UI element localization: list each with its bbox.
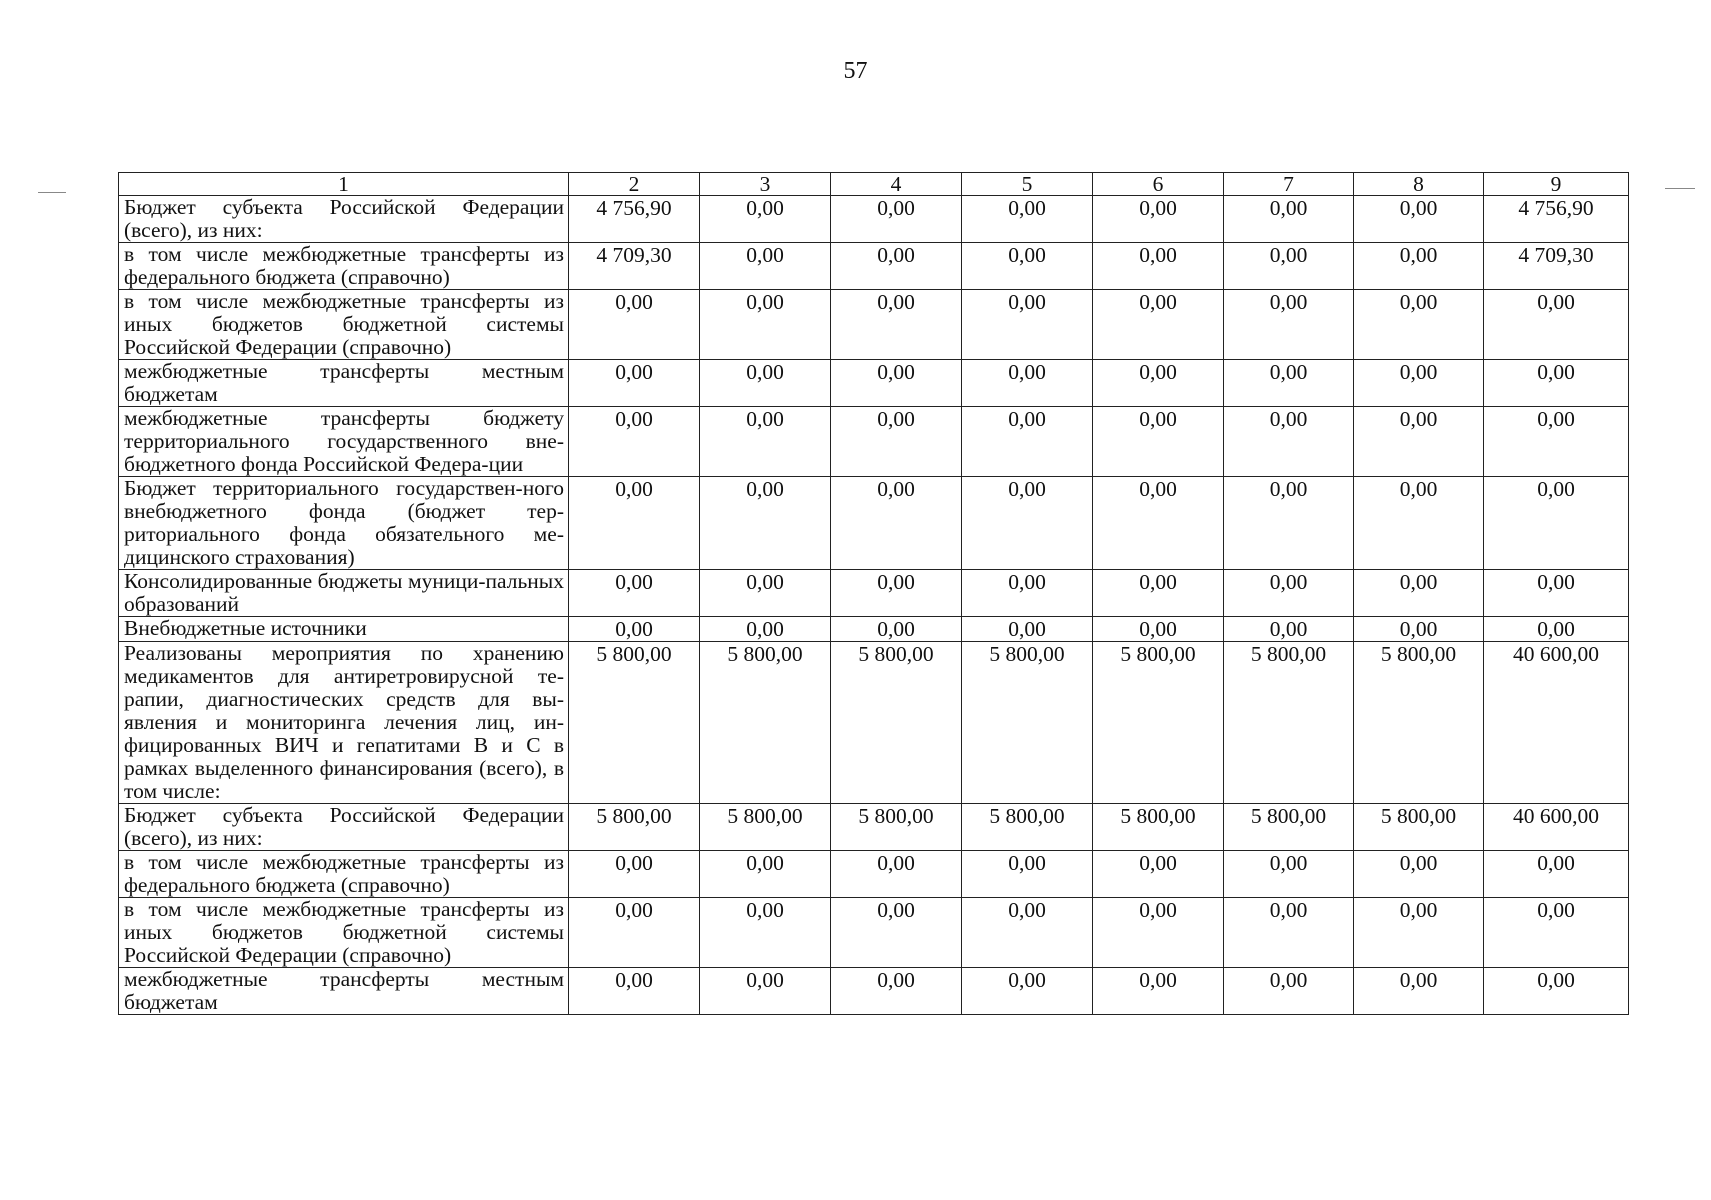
left-edge-mark (38, 192, 66, 193)
value-cell: 0,00 (831, 477, 962, 570)
row-label: Консолидированные бюджеты муници-пальных образований (119, 570, 569, 617)
table-row (119, 407, 1629, 477)
value-cell: 0,00 (831, 968, 962, 1015)
value-cell: 0,00 (962, 196, 1093, 243)
row-label: в том числе межбюджетные трансферты из иных бюджетов бюджетной системы Российской Федерации (справочно) (119, 290, 569, 360)
table-row (119, 642, 1629, 804)
value-cell: 0,00 (1484, 898, 1629, 968)
value-cell: 40 600,00 (1484, 642, 1629, 804)
table-row (119, 570, 1629, 617)
value-cell: 0,00 (569, 407, 700, 477)
value-cell: 5 800,00 (700, 804, 831, 851)
value-cell: 0,00 (831, 617, 962, 642)
value-cell: 0,00 (700, 407, 831, 477)
value-cell: 0,00 (1224, 360, 1354, 407)
value-cell: 5 800,00 (962, 642, 1093, 804)
column-header: 3 (700, 173, 831, 196)
value-cell: 0,00 (831, 290, 962, 360)
value-cell: 0,00 (962, 617, 1093, 642)
value-cell: 5 800,00 (569, 804, 700, 851)
value-cell: 0,00 (1484, 570, 1629, 617)
table-row (119, 477, 1629, 570)
value-cell: 0,00 (1093, 477, 1224, 570)
value-cell: 0,00 (1354, 407, 1484, 477)
value-cell: 0,00 (1484, 477, 1629, 570)
column-number-header-row (119, 173, 1629, 196)
value-cell: 0,00 (700, 196, 831, 243)
value-cell: 0,00 (831, 407, 962, 477)
value-cell: 0,00 (700, 968, 831, 1015)
value-cell: 0,00 (831, 851, 962, 898)
value-cell: 5 800,00 (1093, 804, 1224, 851)
value-cell: 0,00 (1093, 243, 1224, 290)
value-cell: 0,00 (1354, 360, 1484, 407)
column-header: 8 (1354, 173, 1484, 196)
value-cell: 0,00 (569, 570, 700, 617)
value-cell: 5 800,00 (1354, 642, 1484, 804)
value-cell: 0,00 (1354, 968, 1484, 1015)
row-label: в том числе межбюджетные трансферты из федерального бюджета (справочно) (119, 851, 569, 898)
row-label: межбюджетные трансферты местным бюджетам (119, 360, 569, 407)
row-label: межбюджетные трансферты бюджету территориального государственного вне-бюджетного фонда Российской Федера-ции (119, 407, 569, 477)
row-label: Бюджет субъекта Российской Федерации (всего), из них: (119, 196, 569, 243)
value-cell: 0,00 (700, 477, 831, 570)
value-cell: 0,00 (569, 290, 700, 360)
value-cell: 0,00 (962, 360, 1093, 407)
value-cell: 0,00 (569, 851, 700, 898)
value-cell: 0,00 (831, 570, 962, 617)
row-label: Бюджет субъекта Российской Федерации (всего), из них: (119, 804, 569, 851)
value-cell: 0,00 (1354, 290, 1484, 360)
value-cell: 0,00 (831, 360, 962, 407)
right-edge-mark (1665, 188, 1695, 189)
value-cell: 0,00 (1224, 290, 1354, 360)
value-cell: 0,00 (1224, 196, 1354, 243)
table-row (119, 196, 1629, 243)
value-cell: 0,00 (700, 851, 831, 898)
table-row (119, 968, 1629, 1015)
value-cell: 0,00 (569, 617, 700, 642)
value-cell: 0,00 (1354, 898, 1484, 968)
table-row (119, 851, 1629, 898)
row-label: в том числе межбюджетные трансферты из иных бюджетов бюджетной системы Российской Федерации (справочно) (119, 898, 569, 968)
row-label: в том числе межбюджетные трансферты из федерального бюджета (справочно) (119, 243, 569, 290)
value-cell: 0,00 (1224, 968, 1354, 1015)
value-cell: 0,00 (1484, 851, 1629, 898)
column-header: 2 (569, 173, 700, 196)
value-cell: 0,00 (1354, 196, 1484, 243)
value-cell: 0,00 (1484, 360, 1629, 407)
value-cell: 5 800,00 (1093, 642, 1224, 804)
column-header: 7 (1224, 173, 1354, 196)
row-label: Бюджет территориального государствен-ного внебюджетного фонда (бюджет тер-риториального фонда обязательного ме-дицинского страхования) (119, 477, 569, 570)
table-row (119, 617, 1629, 642)
value-cell: 0,00 (1354, 617, 1484, 642)
value-cell: 0,00 (831, 243, 962, 290)
value-cell: 0,00 (1484, 290, 1629, 360)
value-cell: 0,00 (1093, 290, 1224, 360)
value-cell: 5 800,00 (1224, 804, 1354, 851)
value-cell: 0,00 (962, 243, 1093, 290)
value-cell: 0,00 (1093, 407, 1224, 477)
value-cell: 0,00 (700, 617, 831, 642)
row-label: межбюджетные трансферты местным бюджетам (119, 968, 569, 1015)
value-cell: 0,00 (1224, 617, 1354, 642)
value-cell: 0,00 (1484, 407, 1629, 477)
value-cell: 0,00 (962, 407, 1093, 477)
column-header: 1 (119, 173, 569, 196)
value-cell: 0,00 (700, 360, 831, 407)
value-cell: 0,00 (831, 196, 962, 243)
value-cell: 0,00 (1093, 360, 1224, 407)
value-cell: 0,00 (1093, 968, 1224, 1015)
table-row (119, 360, 1629, 407)
value-cell: 0,00 (1093, 898, 1224, 968)
table-row (119, 804, 1629, 851)
column-header: 6 (1093, 173, 1224, 196)
value-cell: 0,00 (700, 290, 831, 360)
value-cell: 5 800,00 (831, 804, 962, 851)
value-cell: 0,00 (1224, 898, 1354, 968)
value-cell: 5 800,00 (700, 642, 831, 804)
value-cell: 5 800,00 (569, 642, 700, 804)
value-cell: 0,00 (1224, 851, 1354, 898)
value-cell: 0,00 (700, 898, 831, 968)
column-header: 5 (962, 173, 1093, 196)
value-cell: 0,00 (1224, 407, 1354, 477)
table-row (119, 290, 1629, 360)
row-label: Внебюджетные источники (119, 617, 569, 642)
value-cell: 5 800,00 (831, 642, 962, 804)
value-cell: 40 600,00 (1484, 804, 1629, 851)
value-cell: 0,00 (962, 570, 1093, 617)
value-cell: 0,00 (1224, 477, 1354, 570)
value-cell: 0,00 (1354, 851, 1484, 898)
value-cell: 0,00 (569, 898, 700, 968)
table-row (119, 898, 1629, 968)
value-cell: 4 756,90 (1484, 196, 1629, 243)
value-cell: 5 800,00 (1354, 804, 1484, 851)
value-cell: 0,00 (1354, 570, 1484, 617)
value-cell: 0,00 (1484, 617, 1629, 642)
value-cell: 0,00 (1093, 196, 1224, 243)
value-cell: 0,00 (1093, 617, 1224, 642)
value-cell: 0,00 (962, 968, 1093, 1015)
value-cell: 0,00 (569, 968, 700, 1015)
value-cell: 0,00 (700, 570, 831, 617)
page-number: 57 (843, 58, 868, 84)
value-cell: 0,00 (1354, 477, 1484, 570)
value-cell: 0,00 (569, 477, 700, 570)
value-cell: 5 800,00 (962, 804, 1093, 851)
value-cell: 0,00 (962, 477, 1093, 570)
value-cell: 0,00 (1093, 570, 1224, 617)
value-cell: 0,00 (700, 243, 831, 290)
value-cell: 0,00 (1093, 851, 1224, 898)
column-header: 4 (831, 173, 962, 196)
value-cell: 0,00 (962, 290, 1093, 360)
table-row (119, 243, 1629, 290)
value-cell: 0,00 (1224, 243, 1354, 290)
value-cell: 0,00 (569, 360, 700, 407)
value-cell: 0,00 (1224, 570, 1354, 617)
row-label: Реализованы мероприятия по хранению медикаментов для антиретровирусной те-рапии, диагностических средств для вы-явления и мониторинга лечения лиц, ин-фицированных ВИЧ и гепатитами В и С в рамках выделенного финансирования (всего), в том числе: (119, 642, 569, 804)
budget-table (118, 172, 1629, 1015)
value-cell: 4 756,90 (569, 196, 700, 243)
value-cell: 0,00 (962, 898, 1093, 968)
value-cell: 5 800,00 (1224, 642, 1354, 804)
value-cell: 4 709,30 (1484, 243, 1629, 290)
column-header: 9 (1484, 173, 1629, 196)
value-cell: 0,00 (831, 898, 962, 968)
value-cell: 0,00 (1354, 243, 1484, 290)
value-cell: 0,00 (1484, 968, 1629, 1015)
value-cell: 4 709,30 (569, 243, 700, 290)
value-cell: 0,00 (962, 851, 1093, 898)
